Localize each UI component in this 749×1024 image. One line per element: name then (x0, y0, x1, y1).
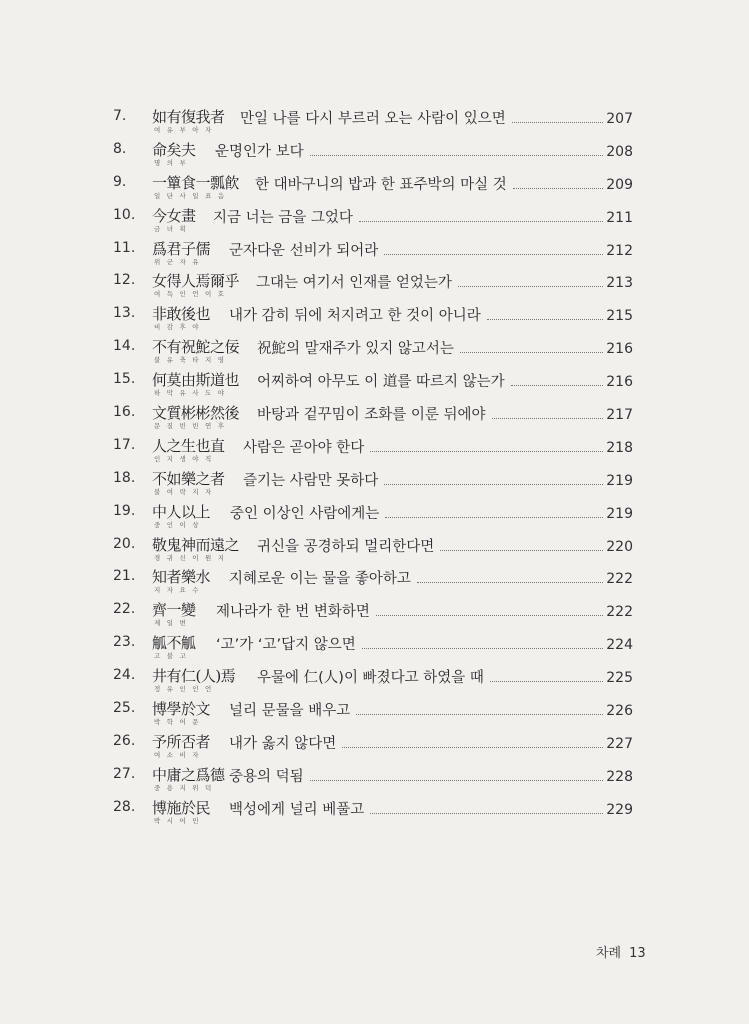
entry-line (243, 469, 633, 490)
entry-reading: 박 시 어 민 (154, 816, 201, 825)
entry-line (216, 633, 633, 654)
leader-dots (417, 582, 603, 583)
entry-hanja: 命矣夫 (152, 140, 196, 159)
toc-entry[interactable] (0, 137, 749, 170)
entry-page: 222 (606, 571, 633, 588)
leader-dots (511, 385, 604, 386)
entry-line (215, 140, 633, 161)
entry-reading: 제 일 변 (154, 619, 188, 628)
entry-page: 209 (606, 176, 633, 193)
entry-number: 16. (113, 404, 136, 421)
entry-line (255, 173, 633, 194)
entry-line (229, 567, 633, 588)
entry-line (213, 206, 633, 227)
entry-number: 23. (113, 634, 136, 651)
entry-reading: 문 질 빈 빈 연 후 (154, 422, 227, 431)
entry-number: 24. (113, 667, 136, 684)
entry-title: 널리 문물을 배우고 (229, 703, 351, 720)
entry-line (243, 436, 633, 457)
entry-page: 216 (606, 341, 633, 358)
entry-reading: 정 유 인 인 언 (154, 685, 214, 694)
entry-title: 백성에게 널리 베풀고 (229, 801, 365, 818)
entry-hanja: 不如樂之者 (152, 469, 225, 488)
entry-line (257, 403, 633, 424)
entry-line (229, 765, 633, 786)
toc-entry[interactable] (0, 400, 749, 433)
entry-line (229, 798, 633, 819)
entry-reading: 불 여 락 지 자 (154, 487, 214, 496)
entry-hanja: 非敢後也 (152, 305, 211, 324)
entry-number: 26. (113, 732, 136, 749)
entry-number: 25. (113, 700, 136, 717)
entry-hanja: 觚不觚 (152, 634, 196, 653)
entry-reading: 박 학 어 문 (154, 718, 201, 727)
entry-number: 10. (113, 206, 136, 223)
leader-dots (370, 451, 603, 452)
entry-number: 18. (113, 469, 136, 486)
entry-line (257, 666, 633, 687)
toc-entry[interactable] (0, 762, 749, 795)
entry-hanja: 不有祝鮀之佞 (152, 338, 240, 357)
entry-line (230, 502, 633, 523)
entry-title: 운명인가 보다 (215, 143, 304, 160)
toc-entry[interactable] (0, 367, 749, 400)
entry-line (216, 600, 633, 621)
leader-dots (460, 352, 603, 353)
entry-number: 7. (113, 108, 127, 124)
leader-dots (310, 780, 604, 781)
toc-entry[interactable] (0, 795, 749, 828)
entry-hanja: 人之生也直 (152, 436, 225, 455)
entry-title: 군자다운 선비가 되어라 (229, 242, 379, 259)
entry-title: 어찌하여 아무도 이 道를 따르지 않는가 (257, 374, 505, 391)
entry-hanja: 一簞食一瓢飮 (152, 173, 240, 192)
toc-entry[interactable] (0, 301, 749, 334)
entry-reading: 금 녀 획 (154, 224, 188, 233)
entry-line (229, 699, 633, 720)
leader-dots (490, 681, 603, 682)
entry-number: 14. (113, 338, 136, 355)
entry-title: 사람은 곧아야 한다 (243, 439, 365, 456)
page-number: 13 (629, 946, 646, 961)
toc-entry[interactable] (0, 630, 749, 663)
entry-number: 27. (113, 765, 136, 782)
toc-entry[interactable] (0, 696, 749, 729)
entry-title: 귀신을 공경하되 멀리한다면 (257, 538, 435, 555)
entry-reading: 인 지 생 야 직 (154, 454, 214, 463)
entry-number: 19. (113, 502, 136, 519)
entry-hanja: 爲君子儒 (152, 239, 211, 258)
leader-dots (385, 517, 603, 518)
entry-page: 227 (606, 735, 633, 752)
leader-dots (359, 221, 603, 222)
entry-hanja: 齊一變 (152, 601, 196, 620)
leader-dots (512, 122, 603, 123)
entry-page: 229 (606, 801, 633, 818)
toc-entry[interactable] (0, 729, 749, 762)
leader-dots (440, 550, 603, 551)
toc-entry[interactable] (0, 268, 749, 301)
entry-hanja: 中庸之爲德 (152, 765, 225, 784)
entry-title: 만일 나를 다시 부르러 오는 사람이 있으면 (240, 111, 506, 127)
entry-hanja: 如有復我者 (152, 108, 225, 126)
toc-entry[interactable] (0, 433, 749, 466)
entry-number: 12. (113, 272, 136, 289)
entry-page: 207 (606, 111, 633, 127)
toc-entry[interactable] (0, 564, 749, 597)
entry-page: 215 (606, 308, 633, 325)
entry-title: 우물에 仁(人)이 빠졌다고 하였을 때 (257, 670, 484, 687)
entry-number: 17. (113, 436, 136, 453)
entry-title: ‘고’가 ‘고’답지 않으면 (216, 637, 356, 654)
entry-title: 즐기는 사람만 못하다 (243, 472, 379, 489)
entry-number: 22. (113, 601, 136, 618)
leader-dots (487, 319, 604, 320)
entry-reading: 고 불 고 (154, 652, 188, 661)
entry-line (257, 337, 633, 358)
entry-title: 중인 이상인 사람에게는 (230, 505, 380, 522)
entry-page: 217 (606, 407, 633, 424)
toc-entry[interactable] (0, 532, 749, 565)
entry-hanja: 博施於民 (152, 798, 211, 817)
entry-page: 218 (606, 439, 633, 456)
entry-hanja: 井有仁(人)焉 (152, 667, 236, 686)
entry-reading: 중 인 이 상 (154, 520, 201, 529)
entry-reading: 여 소 비 자 (154, 750, 201, 759)
entry-line (229, 732, 633, 753)
entry-reading: 위 군 자 유 (154, 257, 201, 266)
entry-title: 그대는 여기서 인재를 얻었는가 (256, 275, 452, 292)
toc-entry[interactable] (0, 334, 749, 367)
entry-hanja: 女得人焉爾乎 (152, 272, 240, 291)
leader-dots (384, 254, 603, 255)
toc-entry[interactable] (0, 499, 749, 532)
entry-page: 222 (606, 604, 633, 621)
leader-dots (384, 484, 603, 485)
leader-dots (376, 615, 603, 616)
entry-number: 21. (113, 568, 136, 585)
entry-title: 내가 감히 뒤에 처지려고 한 것이 아니라 (229, 308, 481, 325)
entry-reading: 불 유 축 타 지 영 (154, 356, 227, 365)
entry-reading: 지 자 요 수 (154, 586, 201, 595)
entry-line (229, 304, 633, 325)
entry-number: 15. (113, 371, 136, 388)
entry-page: 219 (606, 472, 633, 489)
leader-dots (342, 747, 603, 748)
entry-number: 28. (113, 798, 136, 815)
entry-reading: 일 단 사 일 표 음 (154, 191, 227, 200)
entry-page: 219 (606, 505, 633, 522)
entry-number: 9. (113, 173, 127, 190)
toc-entry[interactable] (0, 104, 749, 137)
entry-number: 13. (113, 305, 136, 322)
leader-dots (356, 714, 603, 715)
entry-title: 지혜로운 이는 물을 좋아하고 (229, 571, 411, 588)
entry-reading: 경 귀 신 이 원 지 (154, 553, 227, 562)
entry-page: 216 (606, 374, 633, 391)
entry-page: 224 (606, 637, 633, 654)
toc-entry[interactable] (0, 236, 749, 269)
entry-reading: 하 막 유 사 도 야 (154, 389, 227, 398)
toc-entry[interactable] (0, 170, 749, 203)
leader-dots (370, 813, 603, 814)
toc-entry[interactable] (0, 466, 749, 499)
entry-title: 祝鮀의 말재주가 있지 않고서는 (257, 341, 454, 358)
entry-line (256, 271, 633, 292)
entry-hanja: 文質彬彬然後 (152, 404, 240, 423)
entry-reading: 명 의 부 (154, 158, 188, 167)
page-footer (596, 942, 646, 961)
entry-reading: 중 용 지 위 덕 (154, 783, 214, 792)
entry-title: 내가 옳지 않다면 (229, 735, 337, 752)
entry-number: 20. (113, 535, 136, 552)
entry-page: 228 (606, 768, 633, 785)
leader-dots (513, 188, 604, 189)
entry-hanja: 博學於文 (152, 700, 211, 719)
entry-page: 225 (606, 670, 633, 687)
entry-hanja: 今女畫 (152, 206, 196, 225)
leader-dots (492, 418, 604, 419)
entry-hanja: 敬鬼神而遠之 (152, 535, 240, 554)
entry-page: 213 (606, 275, 633, 292)
entry-page: 212 (606, 242, 633, 259)
entry-title: 지금 너는 금을 그었다 (213, 209, 353, 226)
entry-reading: 비 감 후 야 (154, 323, 201, 332)
toc-entry[interactable] (0, 203, 749, 236)
entry-page: 226 (606, 703, 633, 720)
entry-number: 8. (113, 140, 127, 157)
entry-number: 11. (113, 239, 136, 256)
entry-page: 208 (606, 143, 633, 160)
entry-hanja: 何莫由斯道也 (152, 371, 240, 390)
entry-title: 한 대바구니의 밥과 한 표주박의 마실 것 (255, 176, 507, 193)
leader-dots (458, 286, 603, 287)
table-of-contents (0, 104, 749, 828)
entry-reading: 여 유 부 아 자 (154, 126, 214, 134)
entry-title: 제나라가 한 번 변화하면 (216, 604, 370, 621)
entry-hanja: 予所否者 (152, 732, 211, 751)
entry-line (257, 370, 633, 391)
leader-dots (310, 155, 604, 156)
entry-hanja: 知者樂水 (152, 568, 211, 587)
toc-entry[interactable] (0, 663, 749, 696)
leader-dots (362, 648, 604, 649)
entry-page: 220 (606, 538, 633, 555)
entry-line (257, 535, 633, 556)
entry-page: 211 (606, 209, 633, 226)
entry-line (229, 239, 633, 260)
entry-title: 중용의 덕됨 (229, 768, 304, 785)
entry-line (240, 107, 633, 128)
entry-hanja: 中人以上 (152, 502, 211, 521)
entry-reading: 여 득 인 언 이 호 (154, 290, 227, 299)
toc-entry[interactable] (0, 597, 749, 630)
section-name: 차례 (596, 946, 622, 961)
entry-title: 바탕과 겉꾸밈이 조화를 이룬 뒤에야 (257, 407, 486, 424)
